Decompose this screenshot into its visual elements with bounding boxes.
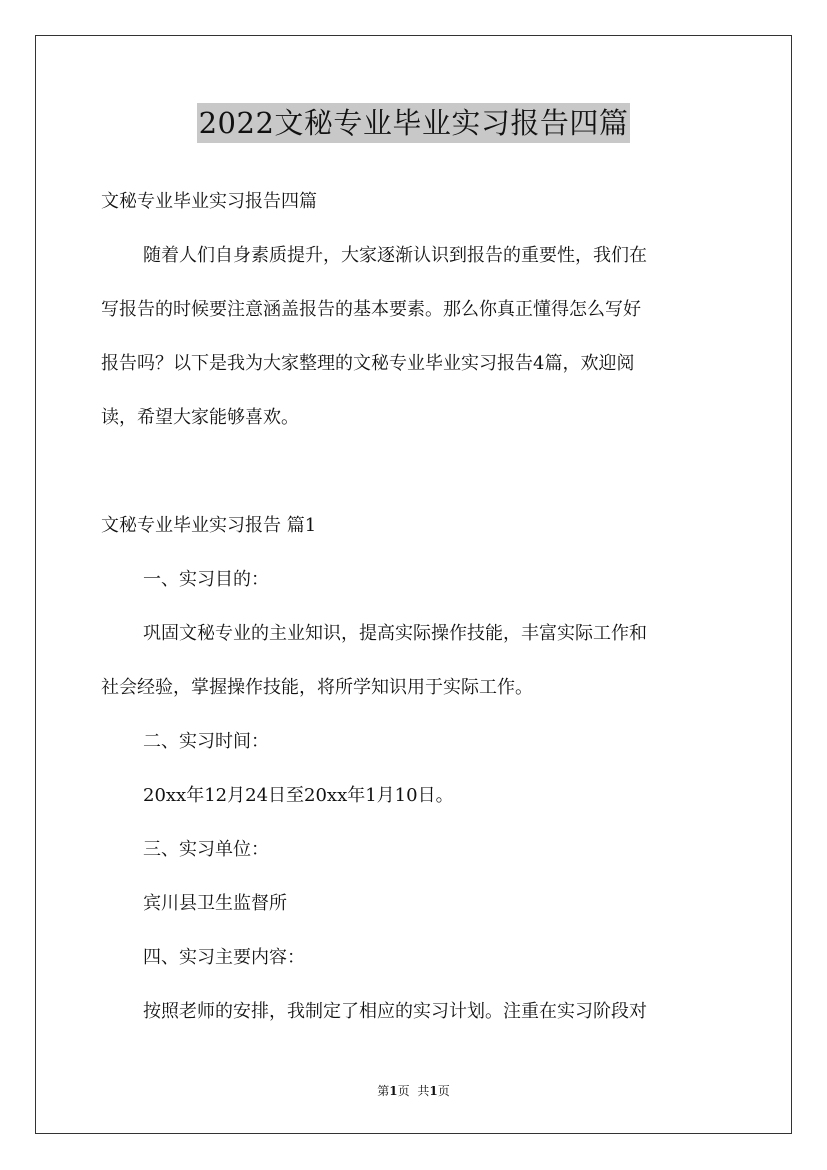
footer-page-number: 1	[389, 1084, 398, 1098]
paragraph: 巩固文秘专业的主业知识，提高实际操作技能，丰富实际工作和	[143, 623, 647, 644]
footer-page-prefix: 第	[377, 1084, 390, 1098]
blank-line	[101, 445, 726, 499]
subsection-heading: 三、实习单位：	[143, 839, 269, 860]
paragraph: 社会经验，掌握操作技能，将所学知识用于实际工作。	[101, 677, 533, 698]
footer-page-suffix: 页	[397, 1084, 410, 1098]
document-body	[101, 175, 726, 1039]
subsection-heading: 二、实习时间：	[143, 731, 269, 752]
page-footer	[0, 1083, 827, 1099]
section-heading: 文秘专业毕业实习报告 篇1	[101, 515, 317, 536]
footer-total-prefix: 共	[417, 1084, 430, 1098]
footer-total-suffix: 页	[437, 1084, 450, 1098]
title-container	[0, 103, 827, 143]
footer-total-pages: 1	[429, 1084, 438, 1098]
paragraph: 宾川县卫生监督所	[143, 893, 287, 914]
subsection-heading: 四、实习主要内容：	[143, 947, 305, 968]
paragraph-heading: 文秘专业毕业实习报告四篇	[101, 191, 317, 212]
subsection-heading: 一、实习目的：	[143, 569, 269, 590]
paragraph: 写报告的时候要注意涵盖报告的基本要素。那么你真正懂得怎么写好	[101, 299, 641, 320]
paragraph: 读，希望大家能够喜欢。	[101, 407, 299, 428]
document-title: 2022文秘专业毕业实习报告四篇	[197, 103, 631, 143]
paragraph: 按照老师的安排，我制定了相应的实习计划。注重在实习阶段对	[143, 1001, 647, 1022]
paragraph: 随着人们自身素质提升，大家逐渐认识到报告的重要性，我们在	[143, 245, 647, 266]
paragraph: 20xx年12月24日至20xx年1月10日。	[143, 785, 454, 806]
paragraph: 报告吗？以下是我为大家整理的文秘专业毕业实习报告4篇，欢迎阅	[101, 353, 635, 374]
